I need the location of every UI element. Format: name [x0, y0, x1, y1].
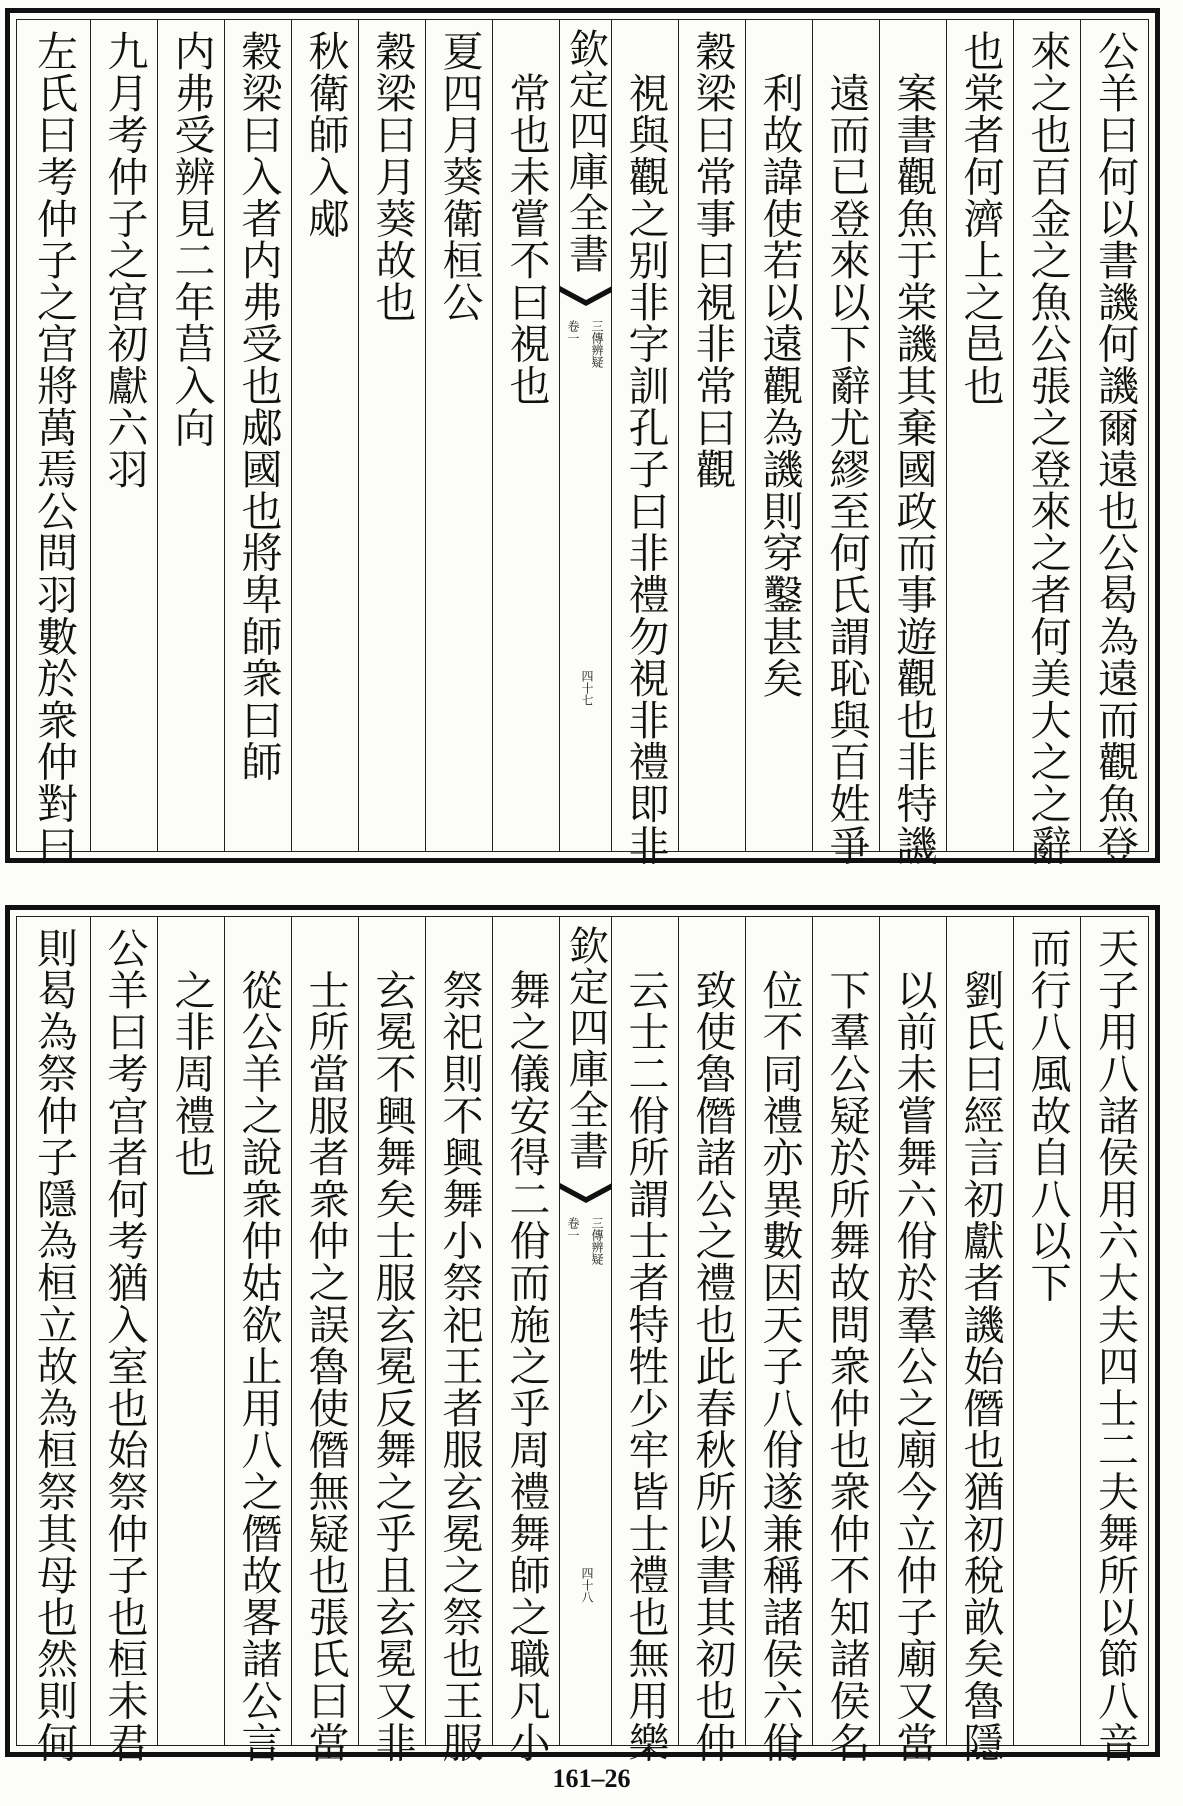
text-column	[946, 917, 1013, 1763]
column-text: 穀梁曰常事曰視非常曰觀	[688, 30, 737, 490]
column-text: 公羊曰何以書譏何譏爾遠也公曷為遠而觀魚登	[1091, 30, 1139, 866]
column-text: 遠而已登來以下辭尤繆至何氏謂恥與百姓爭	[822, 30, 871, 866]
text-column	[1080, 20, 1148, 866]
center-fold	[559, 20, 611, 851]
column-text: 左氏曰考仲子之宫將萬焉公問羽數於衆仲對曰	[30, 30, 78, 866]
column-text: 案書觀魚于棠譏其棄國政而事遊觀也非特譏	[889, 30, 938, 866]
text-column	[157, 20, 224, 851]
text-column	[611, 20, 678, 866]
fishtail-mark-icon	[560, 282, 612, 308]
column-text: 舞之儀安得二佾而施之乎周禮舞師之職凡小	[502, 927, 551, 1763]
column-text: 致使魯僭諸公之禮也此春秋所以書其初也仲	[688, 927, 737, 1763]
folio-number: 四十七	[580, 670, 594, 706]
column-text: 來之也百金之魚公張之登來之者何美大之之辭	[1023, 30, 1072, 866]
text-column	[1080, 917, 1148, 1763]
column-text: 天子用八諸侯用六大夫四士二夫舞所以節八音	[1091, 927, 1139, 1763]
column-text: 夏四月葵衛桓公	[435, 30, 484, 323]
bottom-page-frame	[16, 916, 1149, 1763]
column-text: 秋衛師入郕	[301, 30, 350, 239]
top-page-frame	[16, 19, 1149, 866]
collection-title: 欽定四庫全書	[562, 925, 609, 1171]
text-column	[879, 917, 946, 1763]
page-number: 161–26	[552, 1764, 631, 1793]
column-text: 士所當服者衆仲之誤魯使僭無疑也張氏曰當	[301, 927, 350, 1763]
column-text: 玄冕不興舞矣士服玄冕反舞之乎且玄冕又非	[368, 927, 417, 1763]
text-column	[90, 20, 157, 851]
text-column	[492, 917, 559, 1763]
column-text: 九月考仲子之宫初獻六羽	[100, 30, 149, 490]
column-text: 常也未嘗不曰視也	[502, 30, 551, 407]
center-fold	[559, 917, 611, 1745]
juan-label: 卷一	[566, 320, 580, 344]
text-column	[745, 20, 812, 851]
column-text: 祭祀則不興舞小祭祀王者服玄冕之祭也王服	[435, 927, 484, 1763]
column-text: 劉氏曰經言初獻者譏始僭也猶初稅畝矣魯隱	[956, 927, 1005, 1763]
text-column	[425, 20, 492, 851]
text-column	[425, 917, 492, 1763]
column-text: 位不同禮亦異數因天子八佾遂兼稱諸侯六佾	[755, 927, 804, 1763]
juan-label: 卷一	[566, 1217, 580, 1241]
column-text: 之非周禮也	[167, 927, 216, 1178]
column-text: 也棠者何濟上之邑也	[956, 30, 1005, 407]
text-column	[1013, 20, 1080, 866]
text-column	[946, 20, 1013, 851]
column-text: 則曷為祭仲子隱為桓立故為桓祭其母也然則何	[30, 927, 78, 1763]
text-column	[224, 917, 291, 1763]
text-column	[678, 917, 745, 1763]
top-page	[5, 8, 1160, 866]
bottom-page	[5, 905, 1160, 1763]
column-text: 内弗受辨見二年莒入向	[167, 30, 216, 448]
text-column	[879, 20, 946, 866]
book-title: 三傳辨疑	[590, 320, 604, 368]
book-title: 三傳辨疑	[590, 1217, 604, 1265]
column-text: 公羊曰考宫者何考猶入室也始祭仲子也桓未君	[100, 927, 149, 1763]
column-text: 視與觀之别非字訓孔子曰非禮勿視非禮即非	[621, 30, 670, 866]
column-text: 穀梁曰月葵故也	[368, 30, 417, 323]
text-column	[492, 20, 559, 851]
text-column	[812, 20, 879, 866]
text-column	[745, 917, 812, 1763]
collection-title: 欽定四庫全書	[562, 28, 609, 274]
column-text: 穀梁曰入者内弗受也郕國也將卑師衆曰師	[234, 30, 283, 783]
column-text: 下羣公疑於所舞故問衆仲也衆仲不知諸侯名	[822, 927, 871, 1763]
text-column	[678, 20, 745, 851]
text-column	[1013, 917, 1080, 1745]
text-column	[90, 917, 157, 1763]
column-text: 而行八風故自八以下	[1023, 927, 1072, 1304]
text-column	[358, 20, 425, 851]
column-text: 云士二佾所謂士者特牲少牢皆士禮也無用樂	[621, 927, 670, 1763]
text-column	[358, 917, 425, 1763]
text-column	[17, 917, 90, 1763]
text-column	[224, 20, 291, 851]
text-column	[291, 917, 358, 1763]
text-column	[291, 20, 358, 851]
column-text: 利故諱使若以遠觀為譏則穿鑿甚矣	[755, 30, 804, 699]
column-text: 以前未嘗舞六佾於羣公之廟今立仲子廟又當	[889, 927, 938, 1763]
column-text: 從公羊之說衆仲姑欲止用八之僭故畧諸公言	[234, 927, 283, 1763]
text-column	[17, 20, 90, 866]
text-column	[157, 917, 224, 1745]
text-column	[812, 917, 879, 1763]
text-column	[611, 917, 678, 1763]
folio-number: 四十八	[580, 1567, 594, 1603]
fishtail-mark-icon	[560, 1179, 612, 1205]
